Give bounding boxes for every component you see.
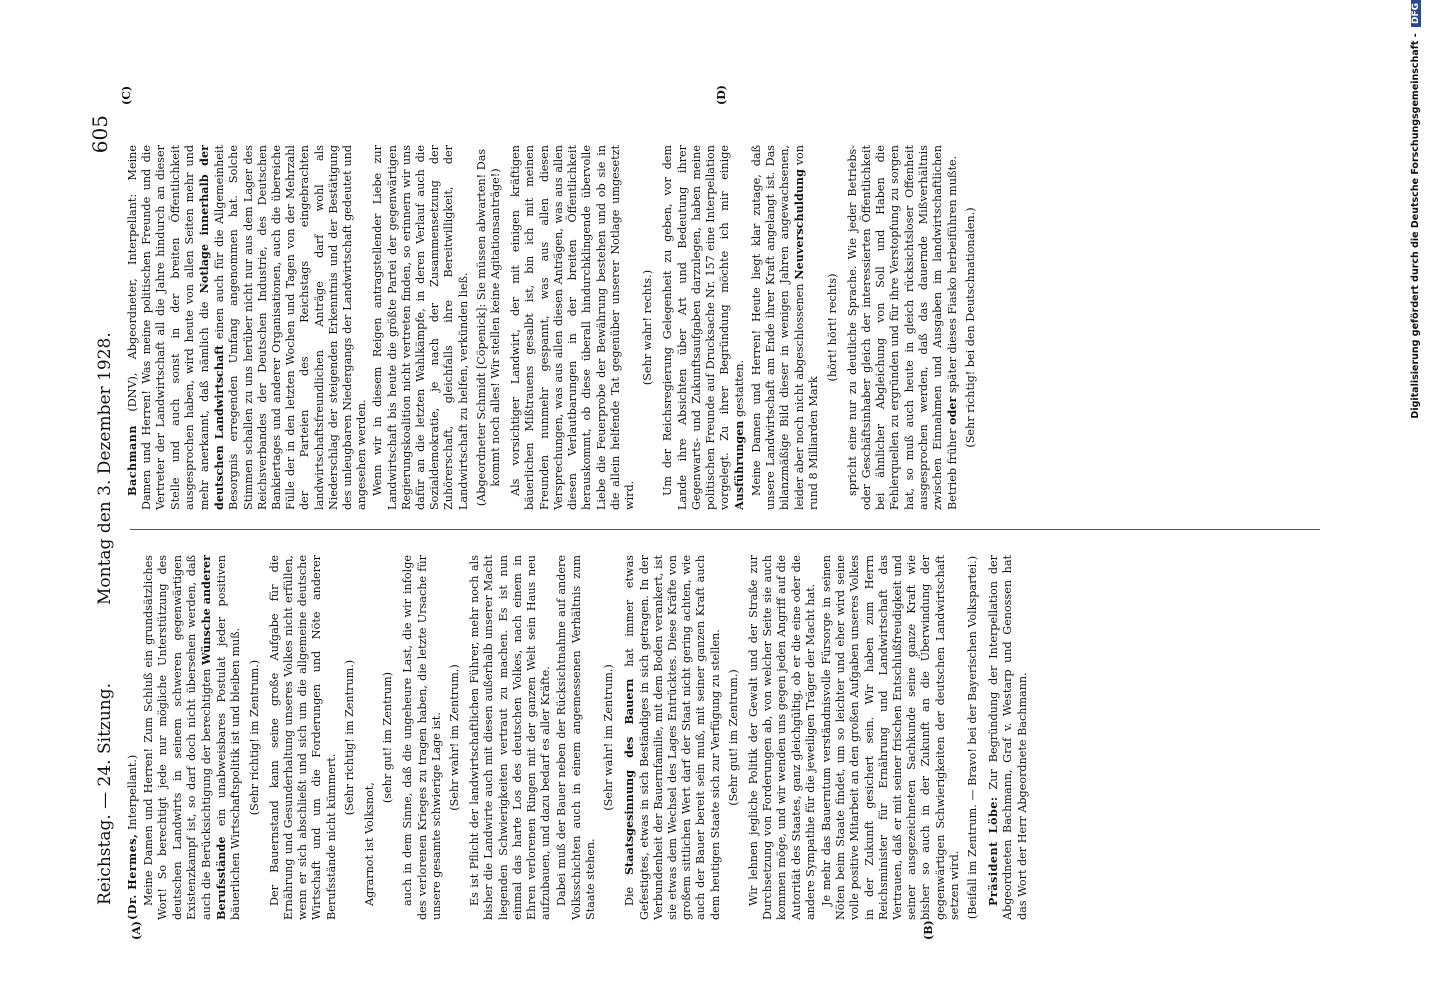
left-column xyxy=(125,555,1032,920)
margin-marker-a: (A) xyxy=(130,921,143,940)
interjection: (sehr gut! im Zentrum) xyxy=(381,671,395,804)
text: Zur Begründung der Interpellation der Abgeordneten Bachmann, Graf v. Westarp und Genossen hat das Wort der Herr Abgeordnete Bachmann. xyxy=(987,555,1029,920)
text: später dieses Fiasko herbeiführen mußte. xyxy=(946,155,960,394)
interjection: (Sehr richtig! bei den Deutschnationalen.) xyxy=(964,207,978,448)
speaker-role: Interpellant.) xyxy=(126,754,139,831)
interjection: (Sehr wahr! im Zentrum.) xyxy=(602,664,616,811)
speaker-name: Bachmann xyxy=(125,424,139,496)
interjection: (Sehr gut! im Zentrum.) xyxy=(726,669,740,806)
speaker-line xyxy=(125,555,140,920)
paragraph: Der Bauernstand kann seine große Aufgabe für die Ernährung und Gesunderhaltung unseres Volkes nicht erfüllen, wenn er sich abschließt und sich um die allgemeine deutsche Wirtschaft und um die Forderungen und Nöte anderer Berufsstände nicht kümmert. xyxy=(267,555,338,920)
paragraph xyxy=(750,145,822,510)
paragraph: Es ist Pflicht der landwirtschaftlichen Führer, mehr noch als bisher die Landwirte auch mit diesen außerhalb unserer Macht liegenden Schwierigkeiten vertraut zu machen. Es ist nun einmal das harte Los des deutschen Volkes, nach einem in Ehren verlorenen Ringen mit der ganzen Welt sein Haus neu aufzubauen, und dazu bedarf es aller Kräfte. xyxy=(468,555,553,920)
paragraph: Dabei muß der Bauer neben der Rücksichtnahme auf andere Volksschichten auch in einem angemessenen Verhältnis zum Staate stehen. xyxy=(555,555,597,920)
speaker-name: Präsident Löbe: xyxy=(986,796,1001,906)
paragraph: Wenn wir in diesem Reigen antragstellender Liebe zur Landwirtschaft bis heute die größte Partei der gegenwärtigen Regierungskoalition nicht vertreten finden, so erinnern wir uns dafür an die letzten Wahlkämpfe, in deren Verlauf auch die Sozialdemokratie, je nach der Zusammensetzung der Zuhörerschaft, gleichfalls ihre Bereitwilligkeit, der Landwirtschaft zu helfen, verkünden ließ. xyxy=(371,145,470,510)
emphasis: oder xyxy=(945,396,960,425)
text: einen auch für die Allgemeinheit Besorgnis erregenden Umfang angenommen hat. Solche Stimmen schallen zu uns herüber nicht nur aus dem Lager des Reichsverbandes der Deutschen Industrie, des Deutschen Bankiertages und anderer Organisationen, auch die übereiche Fülle der in den letzten Wochen und Tagen von der Mehrzahl der Parteien des Reichstags eingebrachten landwirtschaftsfreundlichen Anträge darf wohl als Niederschlag der steigenden Erkenntnis und der Bestätigung des unleugbaren Niedergangs der Landwirtschaft gedeutet und angesehen werden. xyxy=(213,144,369,510)
interjection: (Beifall im Zentrum. — Bravo! bei der Bayerischen Volkspartei.) xyxy=(965,555,979,920)
interjection: (Sehr wahr! im Zentrum.) xyxy=(448,664,462,811)
emphasis: Ausführungen xyxy=(732,420,747,510)
text: Um der Reichsregierung Gelegenheit zu geben, vor dem Lande ihre Absichten über Art und Bedeutung ihrer Gegenwarts- und Zukunftsaufgaben darzulegen, haben meine politischen Freunde auf Drucksache Nr. 157 eine Interpellation vorgelegt. Zu ihrer Begründung möchte ich mir einige xyxy=(661,145,732,510)
paragraph xyxy=(142,555,243,920)
footer-text: Digitalisierung gefördert durch die Deutsche Forschungsgemeinschaft - xyxy=(1410,33,1421,419)
text: ein unabweisbares Postulat jeder positiven bäuerlichen Wirtschaftspolitik ist und bleiben muß. xyxy=(215,555,243,920)
text: Meine Damen und Herren! Zum Schluß ein grundsätzliches Wort! So berechtigt jede nur mögliche Unterstützung des deutschen Landwirts in seinem schweren gegenwärtigen Existenzkampf ist, so darf doch nicht übersehen werden, daß auch die Berücksichtigung der berechtigten xyxy=(142,555,214,920)
text: spricht eine nur zu deutliche Sprache. Wie jeder Betriebs- oder Geschäftsinhaber gleich der interessierten Öffentlichkeit bei ähnlicher Abgleichung von Soll und Haben die Fehlerquellen zu ergründen und für ihre Verstopfung zu sorgen hat, so muß auch heute in gleich rücksichtsloser Offenheit ausgesprochen werden, daß das dauernde Mißverhältnis zwischen Einnahmen und Ausgaben im landwirtschaftlichen Betrieb früher xyxy=(845,145,960,510)
emphasis: Notlage innerhalb der deutschen Landwirtschaft xyxy=(197,144,227,510)
digitization-footer xyxy=(1410,0,1421,960)
paragraph: Wir lehnen jegliche Politik der Gewalt und der Straße zur Durchsetzung von Forderungen ab, von welcher Seite sie auch kommen möge, und wir wenden uns gegen jeden Angriff auf die Autorität des Staates, ganz gleichgültig, ob er die eine oder die andere Sympathie für die jeweiligen Träger der Macht hat. xyxy=(746,555,817,920)
text: von rund 8 Milliarden Mark xyxy=(793,145,821,510)
paragraph xyxy=(661,145,747,510)
margin-marker-c: (C) xyxy=(120,85,133,105)
interjection: (Sehr wahr! rechts.) xyxy=(641,269,655,386)
paragraph: Als vorsichtiger Landwirt, der mit einigen kräftigen bäuerlichen Mißtrauens gesalbt ist, bin ich mit meinen Freunden nunmehr gespannt, was aus allen diesen Versprechungen, was aus allen diesen Anträgen, was aus allen diesen Verlautbarungen in der breiten Öffentlichkeit herauskommt, ob diese überall hindurchklingende übervolle Liebe die Feuerprobe der Bewährung bestehen und ob sie in die allein helfende Tat gegenüber unserer Notlage umgesetzt wird. xyxy=(509,145,636,510)
speaker-name: (Dr. Hermes, xyxy=(125,833,139,920)
text: hat immer etwas Gefestigtes, etwas in sich Beständiges in sich getragen. In der Verbundenheit der Bauernfamilie, mit dem Boden verankert, ist sie etwas dem Wechsel des Lages Entrücktes. Diese Kräfte von großem sittlichen Wert darf der Staat nicht gering achten, wie auch der Bauer bereit sein muß, mit seiner ganzen Kraft auch dem heutigen Staate sich zur Verfügung zu stellen. xyxy=(623,554,722,920)
right-column xyxy=(125,145,985,510)
paragraph: auch in dem Sinne, daß die ungeheure Last, die wir infolge des verlorenen Krieges zu tragen haben, die letzte Ursache für unsere gesamte schwierige Lage ist. xyxy=(401,555,443,920)
text: Meine Damen und Herren! Heute liegt klar zutage, daß unsere Landwirtschaft am Ende ihrer Kraft angelangt ist. Das bilanzmäßige Bild dieser in wenigen Jahren angewachsenen, leider aber noch nicht abgeschlossenen xyxy=(749,145,807,510)
interjection: (Sehr richtig! im Zentrum.) xyxy=(342,659,356,816)
paragraph: Agrarnot ist Volksnot, xyxy=(363,782,377,906)
dfg-logo: DFG xyxy=(1411,0,1421,27)
margin-marker-b: (B) xyxy=(922,920,935,940)
interjection: (Abgeordneter Schmidt [Cöpenick]: Sie müssen abwarten! Das kommt noch alles! Wir stellen keine Agitationsanträge!) xyxy=(474,148,503,507)
emphasis: Staatsgesinnung des Bauern xyxy=(622,678,637,876)
interjection: (Sehr richtig! im Zentrum.) xyxy=(247,659,261,816)
paragraph xyxy=(846,145,961,510)
margin-marker-d: (D) xyxy=(715,85,728,105)
emphasis: Wünsche anderer Berufsstände xyxy=(199,555,229,920)
interjection: (hört! hört! rechts) xyxy=(825,273,839,382)
text: (DNV), Abgeordneter, Interpellant: Meine Damen und Herren! Was meine politischen Freunde und die Vertreter der Landwirtschaft all die Jahre hindurch an dieser Stelle und auch sonst in der breiten Öffentlichkeit ausgesprochen haben, wird heute von allen Seiten mehr und mehr anerkannt, daß nämlich die xyxy=(126,144,212,510)
header-left: Reichstag. — 24. Sitzung. xyxy=(95,682,115,905)
column-divider xyxy=(130,529,1320,530)
paragraph xyxy=(622,555,722,920)
text: gestatten. xyxy=(733,359,747,417)
text: Die xyxy=(623,886,637,906)
page-header xyxy=(90,115,120,905)
header-date: Montag den 3. Dezember 1928. xyxy=(95,332,115,605)
page-number: 605 xyxy=(88,115,112,154)
paragraph: Je mehr das Bauerntum verständnisvolle Fürsorge in seinen Nöten beim Staate findet, um so leichter und eher wird seine volle positive Mitarbeit an den großen Aufgaben unseres Volkes in der Zukunft gesichert sein. Wir haben zum Herrn Reichsminister für Ernährung und Landwirtschaft das Vertrauen, daß er mit seiner frischen Entschlußfreudigkeit und seiner ausgezeichneten Sachkunde seine ganze Kraft wie bisher so auch in der Zukunft an die Überwindung der gegenwärtigen Schwierigkeiten der deutschen Landwirtschaft setzen wird. xyxy=(819,555,961,920)
paragraph xyxy=(986,555,1030,920)
paragraph xyxy=(125,145,369,510)
emphasis: Neuverschuldung xyxy=(792,169,807,280)
